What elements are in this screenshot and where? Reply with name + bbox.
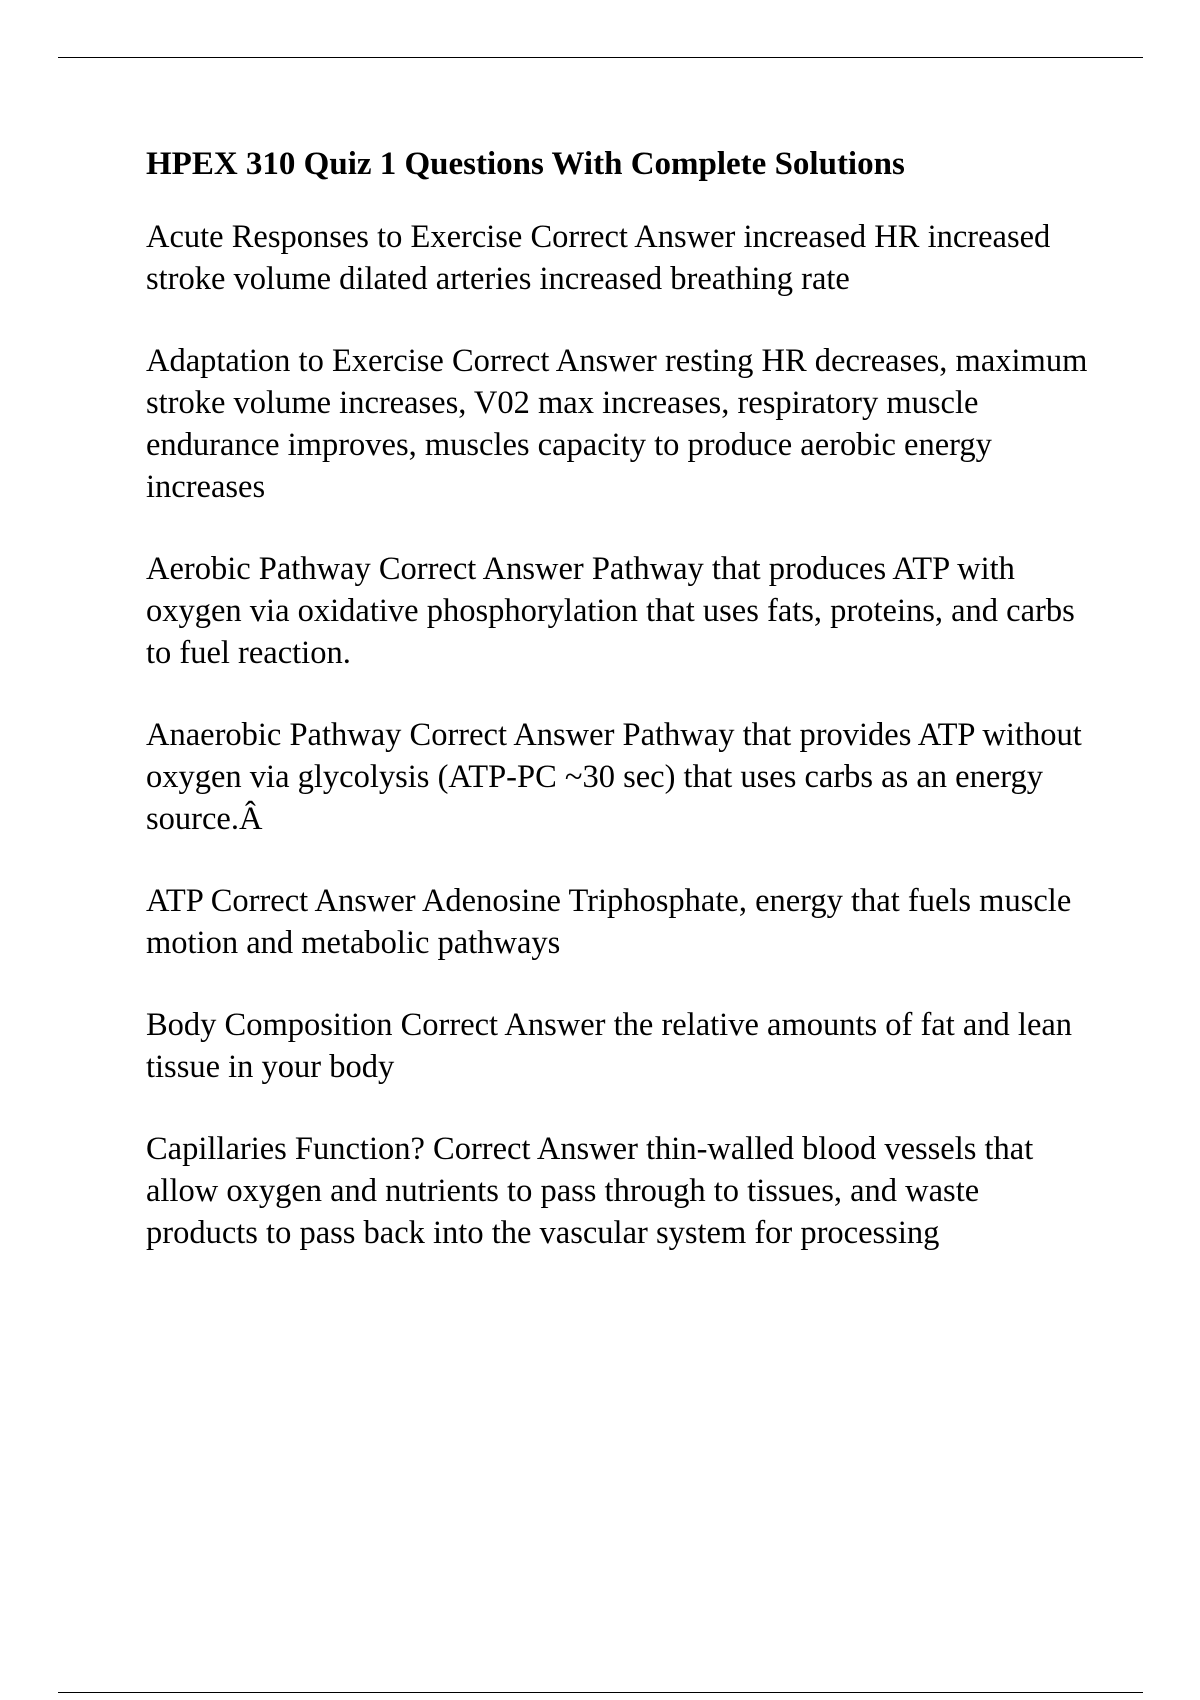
document-body (146, 143, 1096, 1294)
entry-marker: Correct Answer (210, 883, 416, 919)
entry-term: Aerobic Pathway (146, 551, 371, 587)
entry-answer: thin-walled blood vessels that allow oxygen and nutrients to pass through to tissues, and waste products to pass back into the vascular system for processing (146, 1131, 1042, 1251)
qa-entry (146, 216, 1096, 300)
entry-term: Acute Responses to Exercise (146, 219, 523, 255)
qa-entry (146, 1128, 1096, 1254)
entry-answer: Adenosine Triphosphate, energy that fuels muscle motion and metabolic pathways (146, 883, 1080, 961)
qa-entry (146, 714, 1096, 840)
entry-term: ATP (146, 883, 203, 919)
entry-term: Adaptation to Exercise (146, 343, 444, 379)
entry-answer: resting HR decreases, maximum stroke volume increases, V02 max increases, respiratory muscle endurance improves, muscles capacity to produce aerobic energy increases (146, 343, 1096, 505)
entry-marker: Correct Answer (451, 343, 657, 379)
qa-entry (146, 880, 1096, 964)
qa-entry (146, 1004, 1096, 1088)
entry-term: Body Composition (146, 1007, 393, 1043)
entry-answer: the relative amounts of fat and lean tissue in your body (146, 1007, 1081, 1085)
entry-marker: Correct Answer (378, 551, 584, 587)
entry-answer: increased HR increased stroke volume dilated arteries increased breathing rate (146, 219, 1059, 297)
entry-answer: Pathway that provides ATP without oxygen via glycolysis (ATP-PC ~30 sec) that uses carbs as an energy source.Â (146, 717, 1090, 837)
entry-term: Anaerobic Pathway (146, 717, 402, 753)
entry-answer: Pathway that produces ATP with oxygen via oxidative phosphorylation that uses fats, proteins, and carbs to fuel reaction. (146, 551, 1083, 671)
bottom-rule (58, 1692, 1143, 1693)
entry-marker: Correct Answer (530, 219, 736, 255)
qa-entry (146, 548, 1096, 674)
entry-marker: Correct Answer (400, 1007, 606, 1043)
top-rule (58, 57, 1143, 58)
entry-marker: Correct Answer (409, 717, 615, 753)
entry-term: Capillaries Function? (146, 1131, 425, 1167)
qa-entry (146, 340, 1096, 508)
document-title: HPEX 310 Quiz 1 Questions With Complete Solutions (146, 146, 905, 182)
entry-marker: Correct Answer (433, 1131, 638, 1167)
